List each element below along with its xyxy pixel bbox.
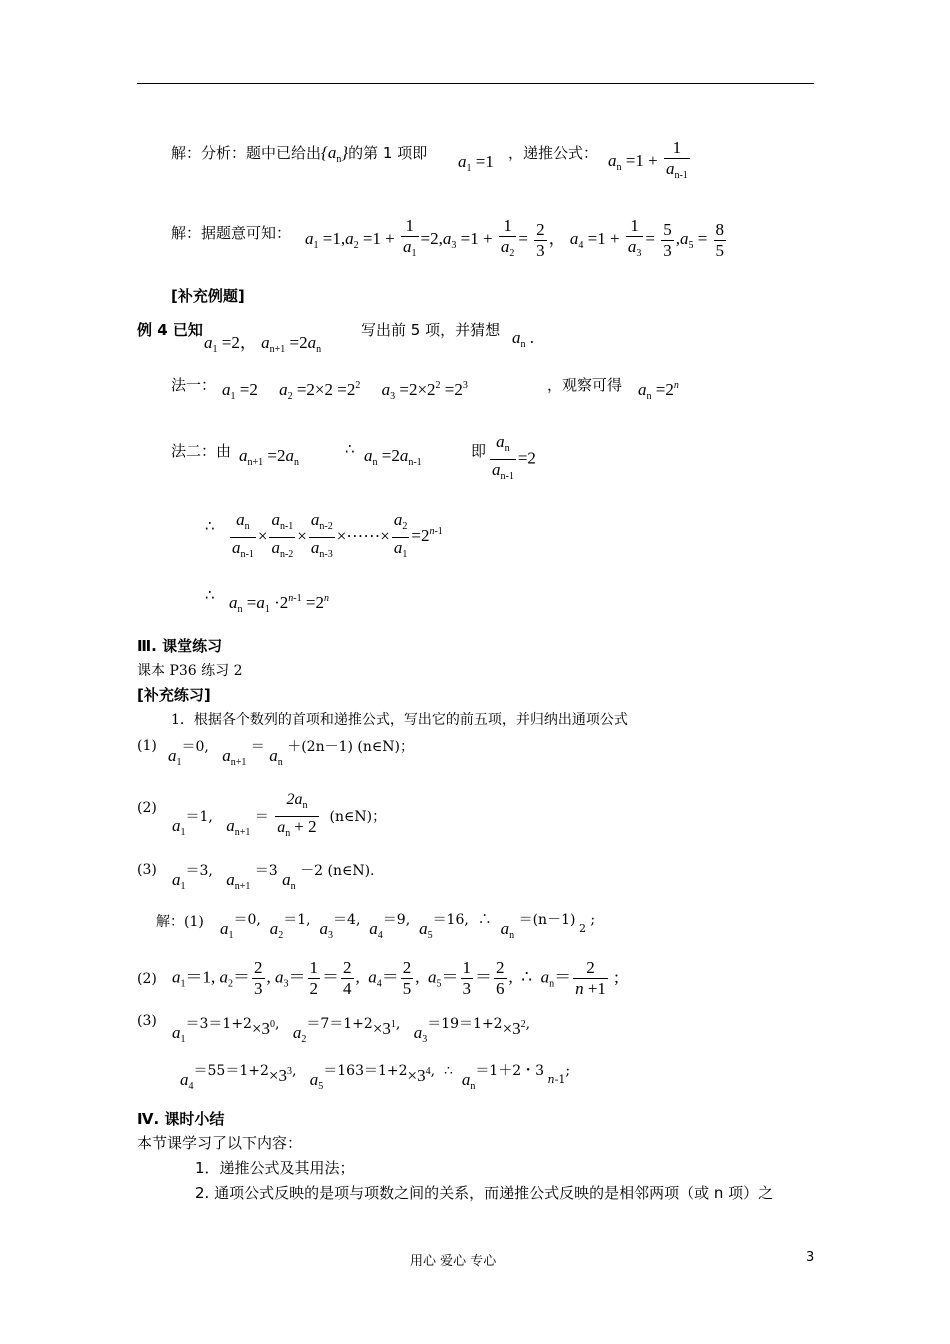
section-supplementary-exercise: [补充练习] (137, 686, 211, 704)
text: 即 (471, 442, 487, 460)
text: (n∈N)； (329, 809, 387, 825)
therefore-symbol: ∴ (205, 517, 215, 535)
formula-m2b: $a_n =2a_{n-1}$ (364, 446, 422, 468)
therefore-symbol: ∴ (345, 440, 355, 458)
seq-an: $\{a_n\}$ (321, 143, 349, 165)
formula-result: $a_n =a_1 \cdot 2^{n-1} =2^n$ (229, 593, 329, 615)
summary-item-1: 1．递推公式及其用法； (195, 1159, 355, 1177)
formula-recurrence: $a_n =1$ + $\frac{1}{a_{n-1}}$ (608, 138, 688, 181)
problem-1-label: (1) (137, 738, 157, 754)
text: ＋(2n－1) (n∈N)； (287, 739, 414, 755)
formula-terms: $a_1 =1,a_2 =1$ + $\frac{1}{a_1}$ $=2,a_3 =1$ + $\frac{1}{a_2}$ = $\frac{2}{3}$ ， $a_4 =1$ + $\frac{1}{a_3}$ = $\frac{5}{3}$ $,a_5$ = $\frac{8}{5}$ (305, 216, 725, 260)
text: 例 4 已知 (137, 321, 203, 339)
text: 解：分析：题中已给出 (171, 144, 322, 162)
formula-conclusion: $a_n =2^n$ (638, 380, 679, 402)
problem-1: $a_1=0$, $a_{n+1} = a_n +(2n-1)$ (n∈N)； (168, 739, 414, 768)
method1-label: 法一： (171, 376, 217, 394)
formula-ex4: $a_1 =2$， $a_{n+1} =2a_n$ (204, 333, 322, 355)
problem-2: $a_1=1$, $a_{n+1}$ ＝ $\frac{2a_n}{a_n + 2}$ (n∈N)； (172, 791, 387, 839)
formula-product: $\frac{a_n}{a_{n-1}}$ × $\frac{a_{n-1}}{a_{n-2}}$ × $\frac{a_{n-2}}{a_{n-3}}$ ×······× $\frac{a_2}{a_1}$ $=2^{n-1}$ (232, 510, 443, 560)
exercise-1: 1．根据各个数列的首项和递推公式，写出它的前五项，并归纳出通项公式 (171, 712, 628, 728)
section-3-heading: Ⅲ. 课堂练习 (137, 637, 223, 655)
formula-m2a: $a_{n+1} =2a_n$ (239, 446, 299, 468)
summary-intro: 本节课学习了以下内容： (137, 1134, 303, 1152)
solution-3-label: (3) (137, 1013, 157, 1029)
solution-2: $a_1=1$, $a_2=$ $\frac{2}{3}$ , $a_3=$ $\frac{1}{2}$ ＝ $\frac{2}{4}$ , $a_4=$ $\frac{2}{5}$ , $a_5=$ $\frac{1}{3}$ ＝ $\frac{2}{6}$ , ∴ $a_n=$ $\frac{2}{n +1}$ ; (172, 958, 619, 998)
solution-line: 解：据题意可知： (171, 224, 292, 242)
formula-m2c: $\frac{a_n}{a_{n-1}}$ =2 (492, 432, 536, 482)
text: 的第 1 项即 (348, 144, 428, 162)
example4-label (137, 319, 203, 340)
section-supplementary-example: [补充例题] (171, 287, 245, 305)
section-4-heading: Ⅳ. 课时小结 (137, 1110, 225, 1128)
problem-3: $a_1=3$, $a_{n+1} =3$ $a_n -2$ (n∈N). (172, 863, 375, 892)
analysis-line (171, 142, 427, 165)
problem-3-label: (3) (137, 862, 157, 878)
page-number: 3 (806, 1250, 815, 1265)
solution-label: 解：(1) (156, 914, 204, 930)
formula-an: $a_n$ . (512, 328, 534, 350)
text-recurrence: ，递推公式： (508, 144, 599, 162)
solution-1: $a_1=0$, $a_2=1$, $a_3=4$, $a_4=9$, $a_5=16$, ∴ $a_n =(n-1)$ $_2$ ; (220, 912, 596, 941)
formula-method1: $a_1 =2$ $a_2 =2\times 2 =2^2$ $a_3 =2\times 2^2 =2^3$ (222, 380, 468, 402)
text: ，观察可得 (547, 376, 623, 394)
solution-3b: $a_4=55=1+2\times 3^3$, $a_5=163=1+2\times 3^4$, ∴ $a_n=1+2$・3 $_{n-1}$; (180, 1063, 571, 1092)
method2-label: 法二：由 (171, 442, 232, 460)
textbook-ref: 课本 P36 练习 2 (137, 663, 243, 679)
therefore-symbol: ∴ (205, 586, 215, 604)
footer-motto: 用心 爱心 专心 (410, 1254, 497, 1269)
solution-2-label: (2) (137, 971, 157, 987)
solution-3a: $a_1=3=1+2\times 3^0$, $a_2=7=1+2\times 3^1$, $a_3=19=1+2\times 3^2$, (172, 1016, 531, 1045)
text: －2 (n∈N). (300, 863, 375, 879)
formula-a1: $a_1 =1$ (458, 152, 494, 174)
problem-2-label: (2) (137, 800, 157, 816)
header-rule (137, 83, 814, 84)
text: 写出前 5 项，并猜想 (361, 321, 501, 339)
summary-item-2: 2. 通项公式反映的是项与项数之间的关系，而递推公式反映的是相邻两项（或 n 项）之 (195, 1184, 774, 1202)
